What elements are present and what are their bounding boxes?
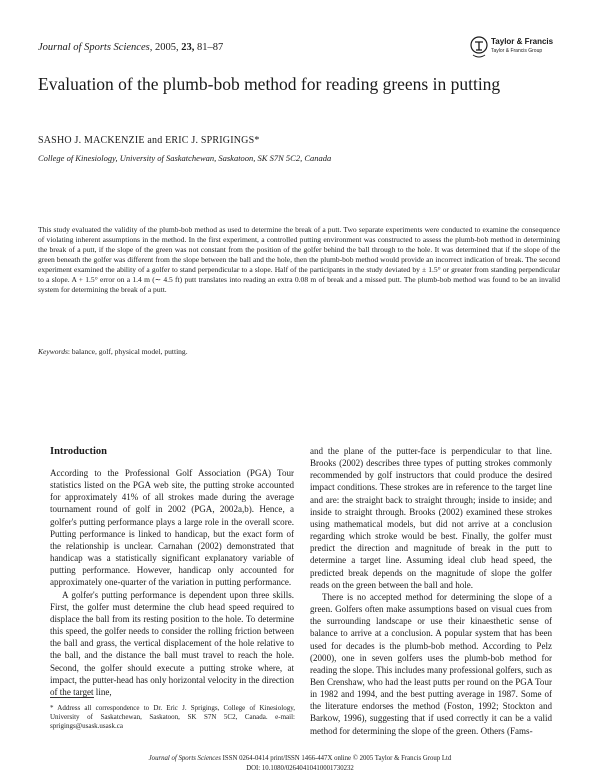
journal-pages: 81–87 — [196, 42, 224, 53]
journal-year: 2005, — [154, 42, 179, 53]
body-paragraph: and the plane of the putter-face is perpendicular to that line. Brooks (2002) describes three types of putting strokes commonly recommended by golf instructors that could produce the desired impact conditions. These strokes are in reference to the target line and are: the straight back to straight through; inside to inside; and inside to straight through. Brooks (2002) examined these strokes using mathematical models, but did not arrive at a conclusion regarding which stroke would be best. Finally, the golfer must predict the direction and magnitude of break in the putt to determine a target line. Assuming ideal club head speed, the predicted break depends on the magnitude of slope the golfer reads on the green between the ball and hole. — [310, 446, 552, 590]
body-paragraph: A golfer's putting performance is dependent upon three skills. First, the golfer must determine the club head speed required to displace the ball from its resting position to the hole. To determine this speed, the golfer needs to consider the rolling friction between the ball and grass, the vertical displacement of the hole relative to the ball, and the distance the ball must travel to reach the hole. Second, the golfer should execute a putting stroke where, at impact, the putter-head has only horizontal velocity in the direction of the target line, — [50, 589, 294, 697]
correspondence-footnote: * Address all correspondence to Dr. Eric J. Sprigings, College of Kinesiology, University of Saskatchewan, Saskatoon, SK S7N 5C2, Canada. e-mail: sprigings@usask.usask.ca — [50, 704, 295, 730]
footnote-divider — [50, 697, 94, 698]
keywords — [38, 347, 188, 356]
footer-issn-text: ISSN 0264-0414 print/ISSN 1466-447X online © 2005 Taylor & Francis Group Ltd — [220, 755, 452, 762]
publisher-name: Taylor & Francis — [491, 37, 554, 46]
publisher-group: Taylor & Francis Group — [491, 48, 543, 54]
article-title: Evaluation of the plumb-bob method for reading greens in putting — [38, 74, 501, 94]
abstract: This study evaluated the validity of the plumb-bob method as used to determine the break of a putt. Two separate experiments were conducted to examine the consequence of violating inherent assumptions in the method. In the first experiment, a controlled putting environment was constructed to assess the plumb-bob method in determining the break of a putt, if the slope of the green was not constant from the position of the golfer behind the ball through to the hole. It was determined that if the slope of the green beneath the golfer was different from the slope between the ball and the hole, then the plumb-bob method would provide an incorrect indication of break. The second experiment examined the ability of a golfer to stand perpendicular to a slope. Half of the participants in the study deviated by ± 1.5° or greater from standing perpendicular to a slope. A + 1.5° error on a 1.4 m (∼ 4.5 ft) putt translates into reading an extra 0.08 m of break and a missed putt. The plumb-bob method was found to be an invalid system for determining the break of a putt. — [38, 225, 560, 294]
keywords-label: Keywords — [38, 347, 68, 356]
footer-journal-name: Journal of Sports Sciences — [148, 755, 221, 762]
keywords-list: : balance, golf, physical model, putting. — [67, 347, 188, 356]
author-affiliation: College of Kinesiology, University of Saskatchewan, Saskatoon, SK S7N 5C2, Canada — [38, 153, 332, 163]
body-paragraph: There is no accepted method for determining the slope of a green. Golfers often make assumptions based on visual cues from the surrounding landscape or use their kinaesthetic sense of balance to arrive at a conclusion. A popular system that has been used for decades is the plumb-bob method. According to Pelz (2000), one in seven golfers uses the plumb-bob method for reading the slope. This includes many professional golfers, such as Ben Crenshaw, who had the least putts per round on the PGA Tour in 1982 and 1994, and the best putting average in 1987. Some of the literature endorses the method (Foston, 1992; Stockton and Barkow, 1996), suggesting that if used correctly it can be a valid method for determining the slope of the green. Others (Fams- — [310, 591, 552, 736]
publisher-logo — [470, 36, 565, 60]
taylor-francis-logo-icon — [470, 36, 488, 60]
body-column-right — [310, 445, 552, 737]
section-heading-introduction: Introduction — [50, 446, 107, 457]
journal-volume: 23, — [181, 42, 195, 53]
body-paragraph: According to the Professional Golf Association (PGA) Tour statistics listed on the PGA web site, the putting stroke accounted for approximately 41% of all strokes made during the average tournament round of golf in 2002 (PGA, 2002a,b). Hence, a golfer's putting performance plays a large role in the overall score. Putting performance is linked to handicap, but the exact form of the relationship is unclear. Carnahan (2002) demonstrated that handicap was a statistically significant explanatory variable of putting performance. However, handicap only accounted for approximately one-quarter of the variation in putting performance. — [50, 468, 294, 588]
journal-citation — [38, 42, 223, 53]
journal-name: Journal of Sports Sciences, — [38, 42, 153, 53]
footer-doi: DOI: 10.1080/02640410410001730232 — [246, 765, 354, 772]
body-column-left — [50, 467, 294, 698]
footer-issn — [0, 755, 600, 762]
article-authors: SASHO J. MACKENZIE and ERIC J. SPRIGINGS* — [38, 135, 260, 146]
